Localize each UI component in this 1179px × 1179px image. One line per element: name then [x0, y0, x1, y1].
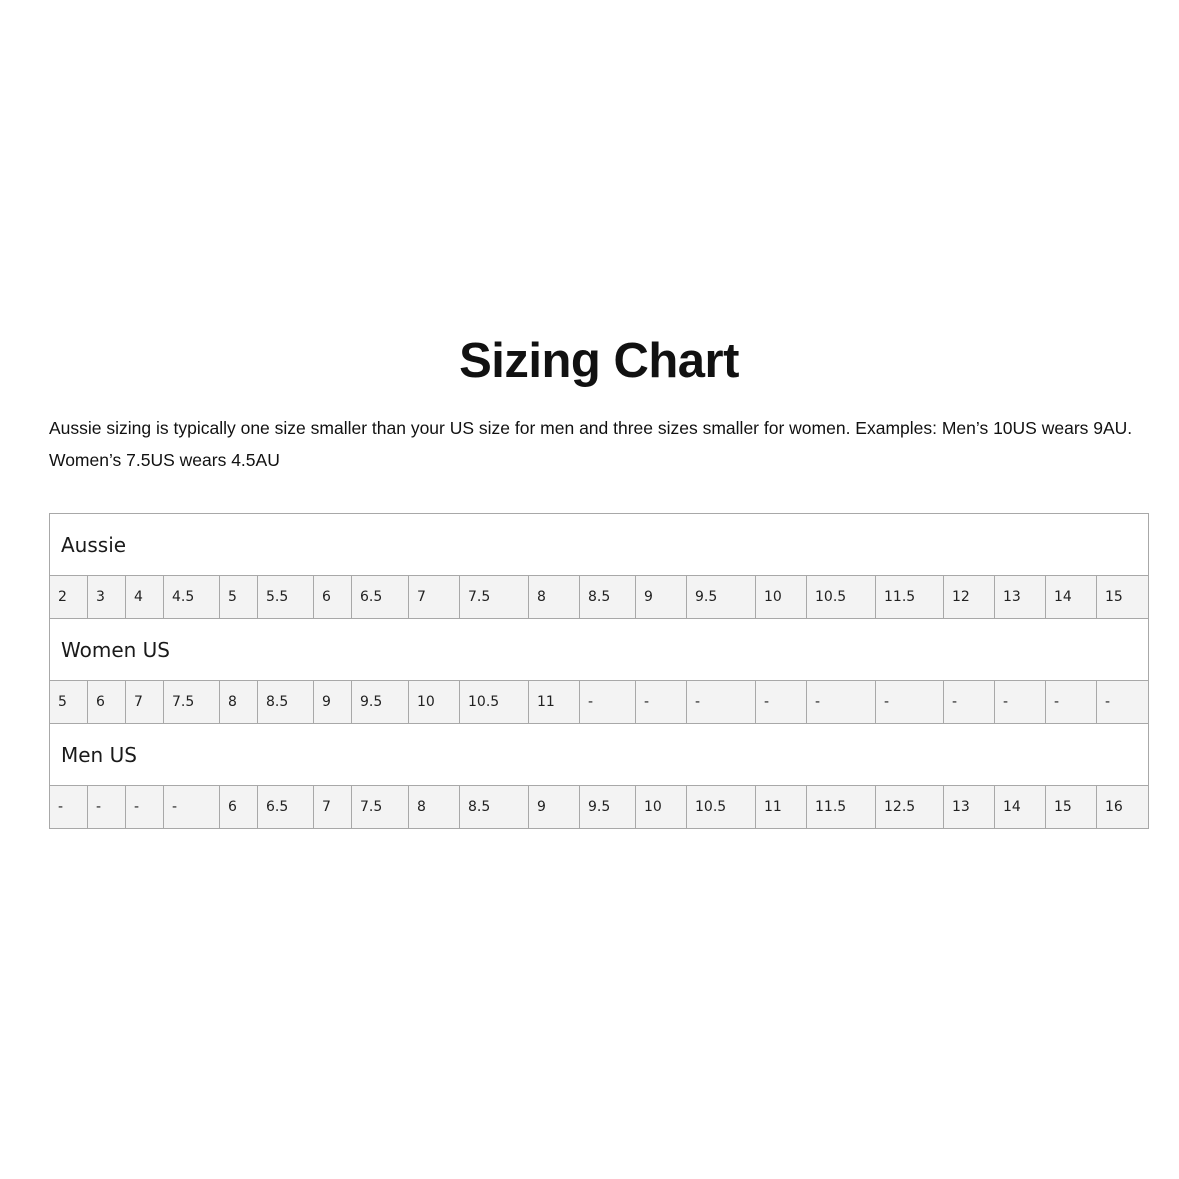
size-cell: - [636, 681, 687, 724]
size-cell: 13 [995, 576, 1046, 619]
size-cell: 11.5 [876, 576, 944, 619]
size-cell: 11.5 [807, 786, 876, 829]
size-cell: 8.5 [580, 576, 636, 619]
size-cell: 12.5 [876, 786, 944, 829]
size-cell: - [756, 681, 807, 724]
size-cell: 10 [756, 576, 807, 619]
size-cell: 10 [636, 786, 687, 829]
size-cell: 10 [409, 681, 460, 724]
size-cell: 8.5 [258, 681, 314, 724]
size-cell: - [50, 786, 88, 829]
size-cell: 4 [126, 576, 164, 619]
size-cell: 9.5 [687, 576, 756, 619]
size-cell: 15 [1097, 576, 1149, 619]
size-cell: 7 [126, 681, 164, 724]
size-cell: 8 [529, 576, 580, 619]
size-cell: 10.5 [687, 786, 756, 829]
size-cell: - [944, 681, 995, 724]
size-cell: 10.5 [460, 681, 529, 724]
size-cell: 11 [756, 786, 807, 829]
size-values-row [50, 681, 1149, 724]
size-cell: 10.5 [807, 576, 876, 619]
size-cell: 4.5 [164, 576, 220, 619]
size-cell: 9.5 [352, 681, 409, 724]
sizing-table [49, 513, 1149, 829]
size-cell: 7 [409, 576, 460, 619]
size-cell: 8.5 [460, 786, 529, 829]
section-header-row [50, 514, 1149, 576]
section-label: Men US [50, 724, 1149, 786]
size-cell: - [876, 681, 944, 724]
size-cell: - [126, 786, 164, 829]
size-cell: 7.5 [460, 576, 529, 619]
size-values-row [50, 786, 1149, 829]
size-cell: 6.5 [352, 576, 409, 619]
size-cell: 9 [314, 681, 352, 724]
size-cell: 7.5 [164, 681, 220, 724]
intro-paragraph: Aussie sizing is typically one size smaller than your US size for men and three sizes smaller for women. Examples: Men’s 10US wears 9AU. Women’s 7.5US wears 4.5AU [49, 418, 1133, 470]
section-label: Women US [50, 619, 1149, 681]
size-cell: - [687, 681, 756, 724]
size-cell: - [1046, 681, 1097, 724]
size-cell: - [995, 681, 1046, 724]
size-cell: - [88, 786, 126, 829]
size-values-row [50, 576, 1149, 619]
section-label: Aussie [50, 514, 1149, 576]
size-cell: 8 [220, 681, 258, 724]
size-cell: - [1097, 681, 1149, 724]
section-header-row [50, 619, 1149, 681]
size-cell: - [580, 681, 636, 724]
size-cell: 9 [529, 786, 580, 829]
size-cell: 7 [314, 786, 352, 829]
section-header-row [50, 724, 1149, 786]
size-cell: 16 [1097, 786, 1149, 829]
size-cell: - [807, 681, 876, 724]
size-cell: 3 [88, 576, 126, 619]
page-title: Sizing Chart [459, 334, 739, 388]
size-cell: 8 [409, 786, 460, 829]
size-cell: 2 [50, 576, 88, 619]
size-cell: 6.5 [258, 786, 314, 829]
sizing-section [49, 330, 1149, 829]
size-cell: 14 [1046, 576, 1097, 619]
size-cell: 13 [944, 786, 995, 829]
size-cell: 7.5 [352, 786, 409, 829]
size-cell: 9.5 [580, 786, 636, 829]
size-cell: 14 [995, 786, 1046, 829]
size-cell: 11 [529, 681, 580, 724]
size-cell: 9 [636, 576, 687, 619]
size-cell: 6 [314, 576, 352, 619]
size-cell: - [164, 786, 220, 829]
size-cell: 6 [220, 786, 258, 829]
size-cell: 5 [220, 576, 258, 619]
size-cell: 15 [1046, 786, 1097, 829]
size-cell: 12 [944, 576, 995, 619]
size-cell: 6 [88, 681, 126, 724]
size-cell: 5 [50, 681, 88, 724]
size-cell: 5.5 [258, 576, 314, 619]
